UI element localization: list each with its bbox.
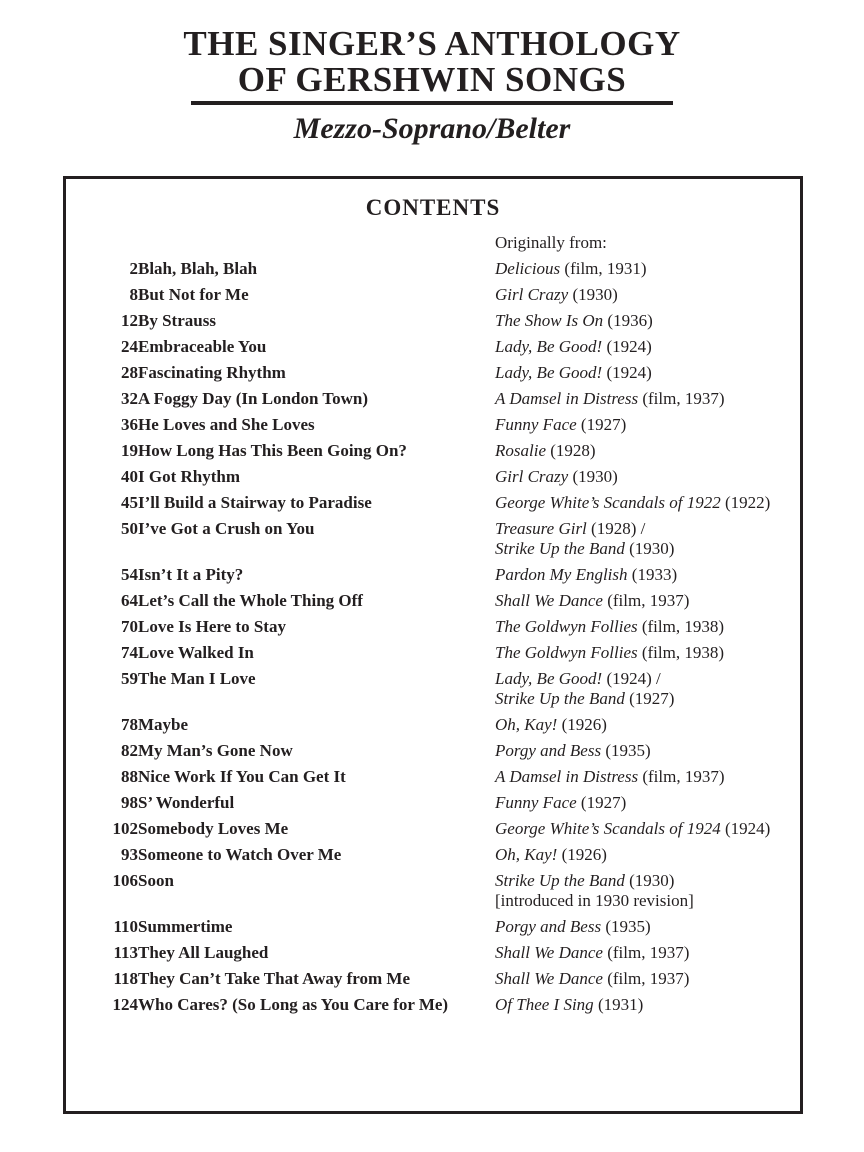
- toc-source-line: Porgy and Bess (1935): [495, 741, 651, 760]
- toc-source-line: Strike Up the Band (1930): [495, 539, 675, 558]
- toc-page-number: 102: [112, 819, 138, 838]
- toc-row: [80, 669, 792, 715]
- toc-source-line: Strike Up the Band (1927): [495, 689, 675, 708]
- toc-song-title: Summertime: [138, 917, 233, 936]
- toc-source: [495, 617, 792, 643]
- toc-page-col-spacer: [80, 233, 138, 259]
- toc-source: [495, 519, 792, 565]
- source-column-header: Originally from:: [495, 233, 607, 252]
- toc-row: [80, 943, 792, 969]
- toc-song-title: They All Laughed: [138, 943, 269, 962]
- contents-heading: CONTENTS: [365, 195, 501, 220]
- toc-row: [80, 285, 792, 311]
- toc-row: [80, 643, 792, 669]
- page-title: [0, 26, 864, 98]
- toc-song-title: Nice Work If You Can Get It: [138, 767, 346, 786]
- toc-song-title: Love Walked In: [138, 643, 254, 662]
- toc-row: [80, 741, 792, 767]
- toc-row: [80, 565, 792, 591]
- toc-page-number: 8: [129, 285, 138, 304]
- toc-page-number: 28: [121, 363, 138, 382]
- toc-source: [495, 565, 792, 591]
- toc-row: [80, 337, 792, 363]
- toc-page-number: 36: [121, 415, 138, 434]
- toc-song-title: Embraceable You: [138, 337, 267, 356]
- toc-source-line: Delicious (film, 1931): [495, 259, 647, 278]
- toc-song-title: Isn’t It a Pity?: [138, 565, 244, 584]
- toc-source: [495, 363, 792, 389]
- toc-source: [495, 845, 792, 871]
- toc-page-number: 40: [121, 467, 138, 486]
- toc-source-line: Treasure Girl (1928) /: [495, 519, 646, 538]
- toc-song-title: Blah, Blah, Blah: [138, 259, 258, 278]
- toc-source: [495, 669, 792, 715]
- toc-source: [495, 917, 792, 943]
- toc-song-title: Maybe: [138, 715, 189, 734]
- toc-row: [80, 819, 792, 845]
- toc-column-header-row: [80, 233, 792, 259]
- toc-page-number: 110: [113, 917, 138, 936]
- page-title-line2: OF GERSHWIN SONGS: [237, 60, 627, 99]
- toc-source-line: Of Thee I Sing (1931): [495, 995, 644, 1014]
- toc-row: [80, 767, 792, 793]
- toc-song-title: Let’s Call the Whole Thing Off: [138, 591, 363, 610]
- toc-page-number: 74: [121, 643, 138, 662]
- toc-source: [495, 467, 792, 493]
- toc-source-line: Rosalie (1928): [495, 441, 596, 460]
- toc-page-number: 78: [121, 715, 138, 734]
- toc-source: [495, 259, 792, 285]
- voice-type-subtitle: Mezzo-Soprano/Belter: [293, 112, 571, 145]
- toc-source-line: A Damsel in Distress (film, 1937): [495, 767, 725, 786]
- toc-source: [495, 995, 792, 1021]
- toc-source-line: Pardon My English (1933): [495, 565, 678, 584]
- toc-row: [80, 845, 792, 871]
- toc-page-number: 24: [121, 337, 138, 356]
- toc-row: [80, 591, 792, 617]
- toc-song-title: The Man I Love: [138, 669, 256, 688]
- toc-table-body: [80, 233, 792, 1021]
- toc-source-line: The Goldwyn Follies (film, 1938): [495, 643, 725, 662]
- page-title-line1: THE SINGER’S ANTHOLOGY: [183, 24, 681, 63]
- toc-row: [80, 617, 792, 643]
- toc-row: [80, 715, 792, 741]
- toc-row: [80, 311, 792, 337]
- toc-source: [495, 819, 792, 845]
- toc-song-title: Someone to Watch Over Me: [138, 845, 342, 864]
- toc-row: [80, 969, 792, 995]
- toc-source: [495, 943, 792, 969]
- toc-source-line: Girl Crazy (1930): [495, 285, 618, 304]
- toc-page-number: 64: [121, 591, 138, 610]
- toc-song-title: Love Is Here to Stay: [138, 617, 286, 636]
- toc-source: [495, 591, 792, 617]
- toc-song-title: Fascinating Rhythm: [138, 363, 286, 382]
- toc-source-line: Strike Up the Band (1930): [495, 871, 675, 890]
- toc-source: [495, 337, 792, 363]
- toc-source-line: Funny Face (1927): [495, 793, 627, 812]
- toc-source-line: Lady, Be Good! (1924): [495, 337, 652, 356]
- toc-source: [495, 793, 792, 819]
- toc-page-number: 98: [121, 793, 138, 812]
- toc-page-number: 82: [121, 741, 138, 760]
- toc-row: [80, 467, 792, 493]
- toc-source: [495, 741, 792, 767]
- toc-page-number: 118: [113, 969, 138, 988]
- toc-source-line: The Show Is On (1936): [495, 311, 653, 330]
- toc-source: [495, 643, 792, 669]
- toc-source: [495, 715, 792, 741]
- toc-page-number: 12: [121, 311, 138, 330]
- toc-source-line: Shall We Dance (film, 1937): [495, 943, 690, 962]
- toc-source-line: Girl Crazy (1930): [495, 467, 618, 486]
- toc-row: [80, 389, 792, 415]
- toc-source-line: Funny Face (1927): [495, 415, 627, 434]
- toc-page-number: 54: [121, 565, 138, 584]
- toc-song-title: They Can’t Take That Away from Me: [138, 969, 411, 988]
- toc-song-title: My Man’s Gone Now: [138, 741, 293, 760]
- toc-page-number: 88: [121, 767, 138, 786]
- toc-source-line: Lady, Be Good! (1924): [495, 363, 652, 382]
- toc-source-line: Porgy and Bess (1935): [495, 917, 651, 936]
- toc-song-title: Who Cares? (So Long as You Care for Me): [138, 995, 449, 1014]
- toc-source-line: George White’s Scandals of 1922 (1922): [495, 493, 771, 512]
- toc-row: [80, 493, 792, 519]
- toc-song-title: But Not for Me: [138, 285, 249, 304]
- toc-row: [80, 871, 792, 917]
- toc-page-number: 19: [121, 441, 138, 460]
- toc-source: [495, 871, 792, 917]
- toc-song-title: I Got Rhythm: [138, 467, 241, 486]
- toc-row: [80, 415, 792, 441]
- toc-page-number: 59: [121, 669, 138, 688]
- toc-source: [495, 493, 792, 519]
- toc-row: [80, 259, 792, 285]
- toc-page-number: 45: [121, 493, 138, 512]
- title-rule: [191, 101, 673, 105]
- toc-source: [495, 389, 792, 415]
- toc-source-line: The Goldwyn Follies (film, 1938): [495, 617, 725, 636]
- toc-song-title: I’ve Got a Crush on You: [138, 519, 315, 538]
- toc-source-line: Oh, Kay! (1926): [495, 845, 607, 864]
- toc-row: [80, 363, 792, 389]
- toc-page-number: 50: [121, 519, 138, 538]
- toc-source: [495, 415, 792, 441]
- toc-source-line: Lady, Be Good! (1924) /: [495, 669, 661, 688]
- toc-source-line: A Damsel in Distress (film, 1937): [495, 389, 725, 408]
- toc-row: [80, 917, 792, 943]
- toc-source-line: Shall We Dance (film, 1937): [495, 591, 690, 610]
- toc-song-title: How Long Has This Been Going On?: [138, 441, 407, 460]
- toc-source: [495, 285, 792, 311]
- toc-song-title: Soon: [138, 871, 174, 890]
- toc-row: [80, 441, 792, 467]
- contents-box: [63, 176, 803, 1114]
- toc-page-number: 70: [121, 617, 138, 636]
- toc-song-title: Somebody Loves Me: [138, 819, 289, 838]
- toc-page-number: 32: [121, 389, 138, 408]
- toc-row: [80, 995, 792, 1021]
- toc-song-title: I’ll Build a Stairway to Paradise: [138, 493, 372, 512]
- toc-row: [80, 793, 792, 819]
- toc-source: [495, 767, 792, 793]
- toc-page-number: 113: [113, 943, 138, 962]
- toc-title-col-spacer: [138, 233, 495, 259]
- toc-source: [495, 311, 792, 337]
- toc-page-number: 124: [112, 995, 138, 1014]
- toc-page-number: 106: [112, 871, 138, 890]
- toc-source-line: Shall We Dance (film, 1937): [495, 969, 690, 988]
- toc-song-title: By Strauss: [138, 311, 216, 330]
- toc-source: [495, 441, 792, 467]
- toc-page-number: 2: [129, 259, 138, 278]
- page-header: [0, 0, 864, 146]
- toc-song-title: S’ Wonderful: [138, 793, 235, 812]
- toc-song-title: He Loves and She Loves: [138, 415, 315, 434]
- toc-source-line: Oh, Kay! (1926): [495, 715, 607, 734]
- toc-table: [80, 233, 792, 1021]
- toc-source-line: George White’s Scandals of 1924 (1924): [495, 819, 771, 838]
- toc-song-title: A Foggy Day (In London Town): [138, 389, 369, 408]
- toc-page-number: 93: [121, 845, 138, 864]
- toc-source: [495, 969, 792, 995]
- toc-row: [80, 519, 792, 565]
- toc-source-line: [introduced in 1930 revision]: [495, 891, 694, 910]
